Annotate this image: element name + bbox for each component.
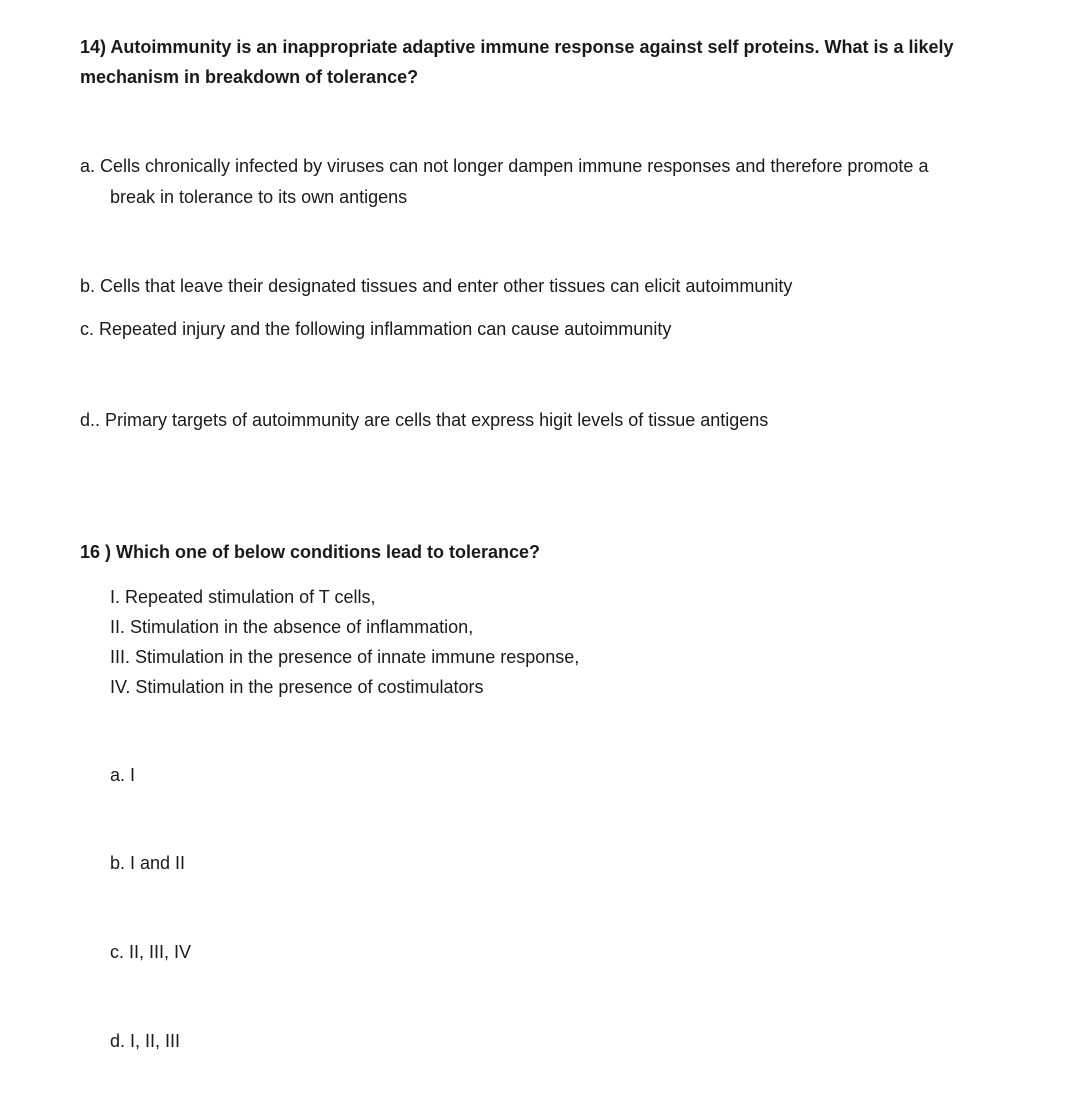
question-14-option-a-line-1: a. Cells chronically infected by viruses can not longer dampen immune responses and therefore promote a — [80, 156, 929, 176]
answer-option-d: d. I, II, III — [110, 1031, 181, 1051]
question-14-option-c: c. Repeated injury and the following inflammation can cause autoimmunity — [80, 319, 672, 339]
answer-option-b: b. I and II — [110, 853, 186, 873]
answer-option-c: c. II, III, IV — [110, 942, 192, 962]
question-14-option-b: b. Cells that leave their designated tissues and enter other tissues can elicit autoimmunity — [80, 276, 793, 296]
question-14-option-d: d.. Primary targets of autoimmunity are cells that express higit levels of tissue antigens — [80, 410, 769, 430]
condition-item: IV. Stimulation in the presence of costimulators — [110, 677, 484, 697]
question-14-title-line-2: mechanism in breakdown of tolerance? — [80, 67, 419, 87]
question-16-title: 16 ) Which one of below conditions lead to tolerance? — [80, 542, 541, 562]
condition-item: II. Stimulation in the absence of inflammation, — [110, 617, 474, 637]
condition-item: I. Repeated stimulation of T cells, — [110, 587, 376, 607]
question-14-title-line-1: 14) Autoimmunity is an inappropriate adaptive immune response against self proteins. What is a likely — [80, 37, 954, 57]
condition-item: III. Stimulation in the presence of innate immune response, — [110, 647, 580, 667]
answer-option-a: a. I — [110, 765, 136, 785]
question-14-option-a-line-2: break in tolerance to its own antigens — [110, 187, 408, 207]
